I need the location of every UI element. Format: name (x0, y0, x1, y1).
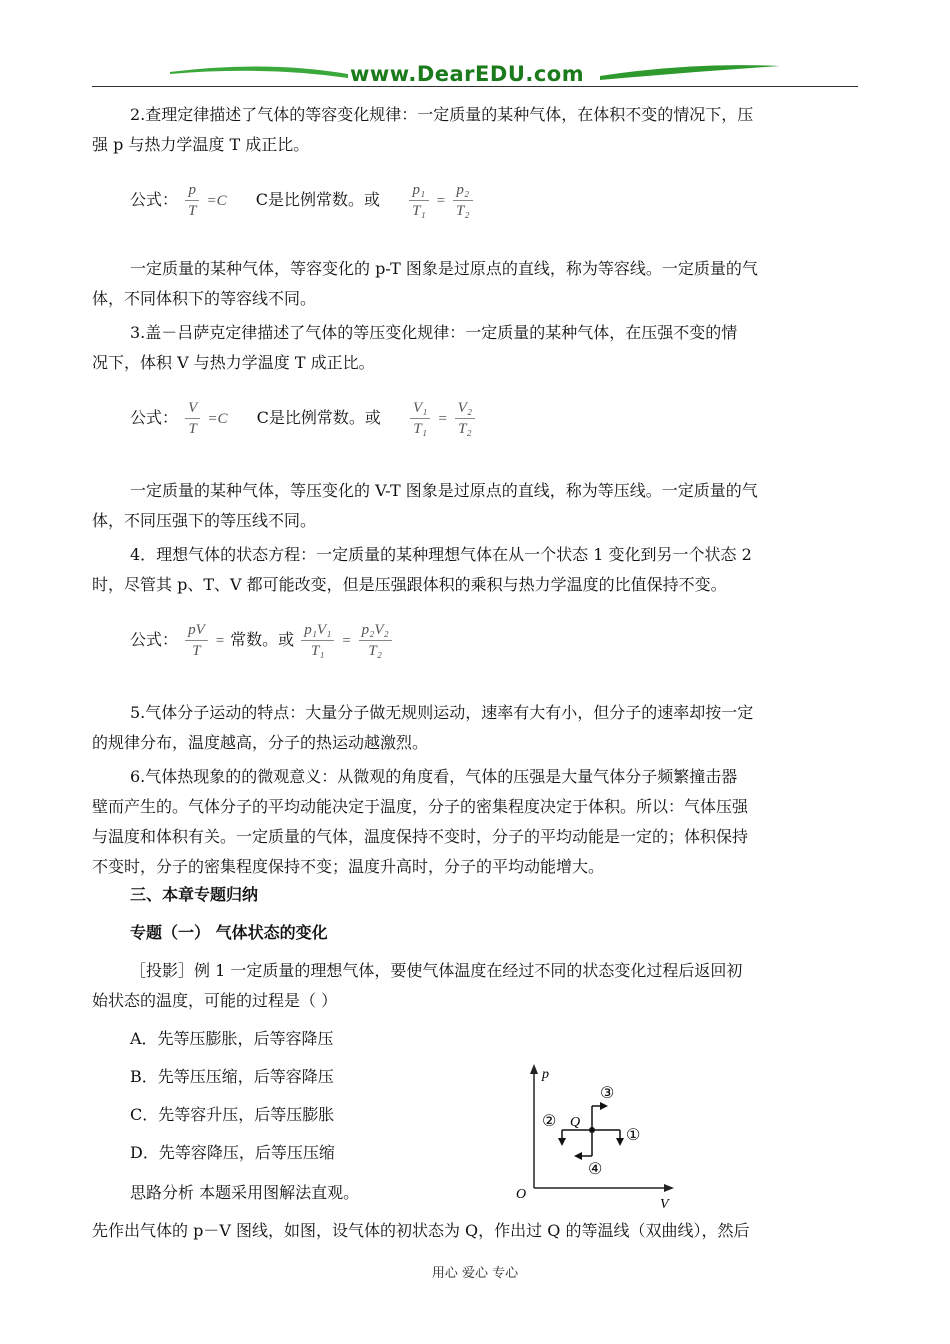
origin-label: O (516, 1187, 527, 1202)
v-axis-arrow (664, 1184, 674, 1192)
text-line: 与温度和体积有关。一定质量的气体，温度保持不变时，分子的平均动能是一定的；体积保持 (92, 827, 749, 846)
p-axis-arrow (530, 1064, 538, 1074)
label-4: ④ (588, 1159, 603, 1178)
fraction: $\frac{\text{V₂}}{\text{T₂}}$ (455, 398, 475, 439)
topic-heading: 专题（一） 气体状态的变化 (130, 923, 328, 942)
text-line: 4．理想气体的状态方程：一定质量的某种理想气体在从一个状态 1 变化到另一个状态 2 (130, 545, 752, 564)
footer-slogan: 用心 爱心 专心 (431, 1266, 519, 1281)
fraction: $\frac{\text{p₂}}{\text{T₂}}$ (453, 180, 473, 221)
text-line: 体，不同体积下的等容线不同。 (92, 289, 317, 308)
formula-note: 常数。或 (230, 630, 295, 649)
text-line: 6.气体热现象的的微观意义：从微观的角度看，气体的压强是大量气体分子频繁撞击器 (130, 767, 738, 786)
fraction: $\frac{p}{T}$ (185, 180, 199, 221)
text-line: 不变时，分子的密集程度保持不变；温度升高时，分子的平均动能增大。 (92, 857, 605, 876)
text-line: 况下，体积 V 与热力学温度 T 成正比。 (92, 353, 375, 372)
option-b: B．先等压压缩，后等容降压 (130, 1067, 334, 1086)
formula-label: 公式： (130, 408, 179, 427)
text-line: 时，尽管其 p、T、V 都可能改变，但是压强跟体积的乘积与热力学温度的比值保持不变。 (92, 575, 727, 594)
text-line: 强 p 与热力学温度 T 成正比。 (92, 135, 310, 154)
text-line: 5.气体分子运动的特点：大量分子做无规则运动，速率有大有小，但分子的速率却按一定 (130, 703, 754, 722)
formula-note: C是比例常数。或 (255, 190, 381, 209)
label-2: ② (542, 1111, 557, 1130)
example-question (92, 956, 862, 1016)
text-line: 的规律分布，温度越高，分子的热运动越激烈。 (92, 733, 429, 752)
fraction: $\frac{\text{V₁}}{\text{T₁}}$ (410, 398, 430, 439)
text-line: 体，不同压强下的等压线不同。 (92, 511, 317, 530)
label-1: ① (626, 1125, 641, 1144)
paragraph-molecular-motion (92, 698, 862, 758)
text-line: ［投影］例 1 一定质量的理想气体，要使气体温度在经过不同的状态变化过程后返回初 (130, 961, 743, 980)
fraction: $\frac{\text{p₂V₂}}{\text{T₂}}$ (359, 620, 392, 661)
text-line: 壁而产生的。气体分子的平均动能决定于温度，分子的密集程度决定于体积。所以：气体压强 (92, 797, 749, 816)
paragraph-ideal-gas (92, 540, 862, 600)
paragraph-microscopic-meaning (92, 762, 862, 882)
v-axis-label: V (660, 1197, 669, 1210)
option-a: A．先等压膨胀，后等容降压 (130, 1029, 334, 1048)
fraction: $\frac{pV}{T}$ (185, 620, 208, 661)
text-line: 一定质量的某种气体，等容变化的 p-T 图象是过原点的直线，称为等容线。一定质量的气 (130, 259, 758, 278)
paragraph-charles (92, 100, 862, 160)
p-axis-label: p (542, 1067, 549, 1082)
fraction: $\frac{\text{p₁V₁}}{\text{T₁}}$ (301, 620, 334, 661)
last-line: 先作出气体的 p－V 图线，如图，设气体的初状态为 Q，作出过 Q 的等温线（双曲线），然后 (92, 1221, 750, 1240)
formula-gay-lussac: 公式： $\frac{V}{T}$ =C C是比例常数。或 $\frac{\text{V₁}}{\text{T₁}}$ = $\frac{\text{V₂}}{\text{T₂}}$ (130, 398, 477, 439)
option-c: C．先等容升压，后等压膨胀 (130, 1105, 335, 1124)
pv-diagram (500, 1060, 690, 1210)
paragraph-isochoric (92, 254, 862, 314)
analysis-text: 思路分析 本题采用图解法直观。 (130, 1183, 360, 1202)
header-site-text: www.DearEDU.com (350, 62, 585, 86)
fraction: $\frac{\text{p₁}}{\text{T₁}}$ (409, 180, 429, 221)
formula-equals: =C (207, 411, 228, 427)
header-rule (92, 86, 858, 87)
text-line: 一定质量的某种气体，等压变化的 V-T 图象是过原点的直线，称为等压线。一定质量的气 (130, 481, 758, 500)
text-line: 2.查理定律描述了气体的等容变化规律：一定质量的某种气体，在体积不变的情况下，压 (130, 105, 754, 124)
state-label-q: Q (570, 1115, 581, 1130)
text-line: 始状态的温度，可能的过程是（ ） (92, 991, 338, 1010)
formula-ideal-gas: 公式： $\frac{pV}{T}$ = 常数。或 $\frac{\text{p₁V₁}}{\text{T₁}}$ = $\frac{\text{p₂V₂}}{\text{T₂}}$ (130, 620, 394, 661)
text-line: 3.盖－吕萨克定律描述了气体的等压变化规律：一定质量的某种气体，在压强不变的情 (130, 323, 738, 342)
option-d: D．先等容降压，后等压压缩 (130, 1143, 335, 1162)
formula-note: C是比例常数。或 (256, 408, 381, 427)
paragraph-isobaric (92, 476, 862, 536)
section-heading: 三、本章专题归纳 (130, 885, 259, 904)
paragraph-gay-lussac (92, 318, 862, 378)
fraction: $\frac{V}{T}$ (185, 398, 200, 439)
formula-label: 公式： (130, 190, 179, 209)
formula-charles: 公式： $\frac{p}{T}$ =C C是比例常数。或 $\frac{\text{p₁}}{\text{T₁}}$ = $\frac{\text{p₂}}{\text{T₂}}$ (130, 180, 475, 221)
formula-equals: =C (206, 193, 227, 209)
formula-label: 公式： (130, 630, 179, 649)
formula-equals: = (214, 633, 225, 649)
label-3: ③ (600, 1083, 615, 1102)
